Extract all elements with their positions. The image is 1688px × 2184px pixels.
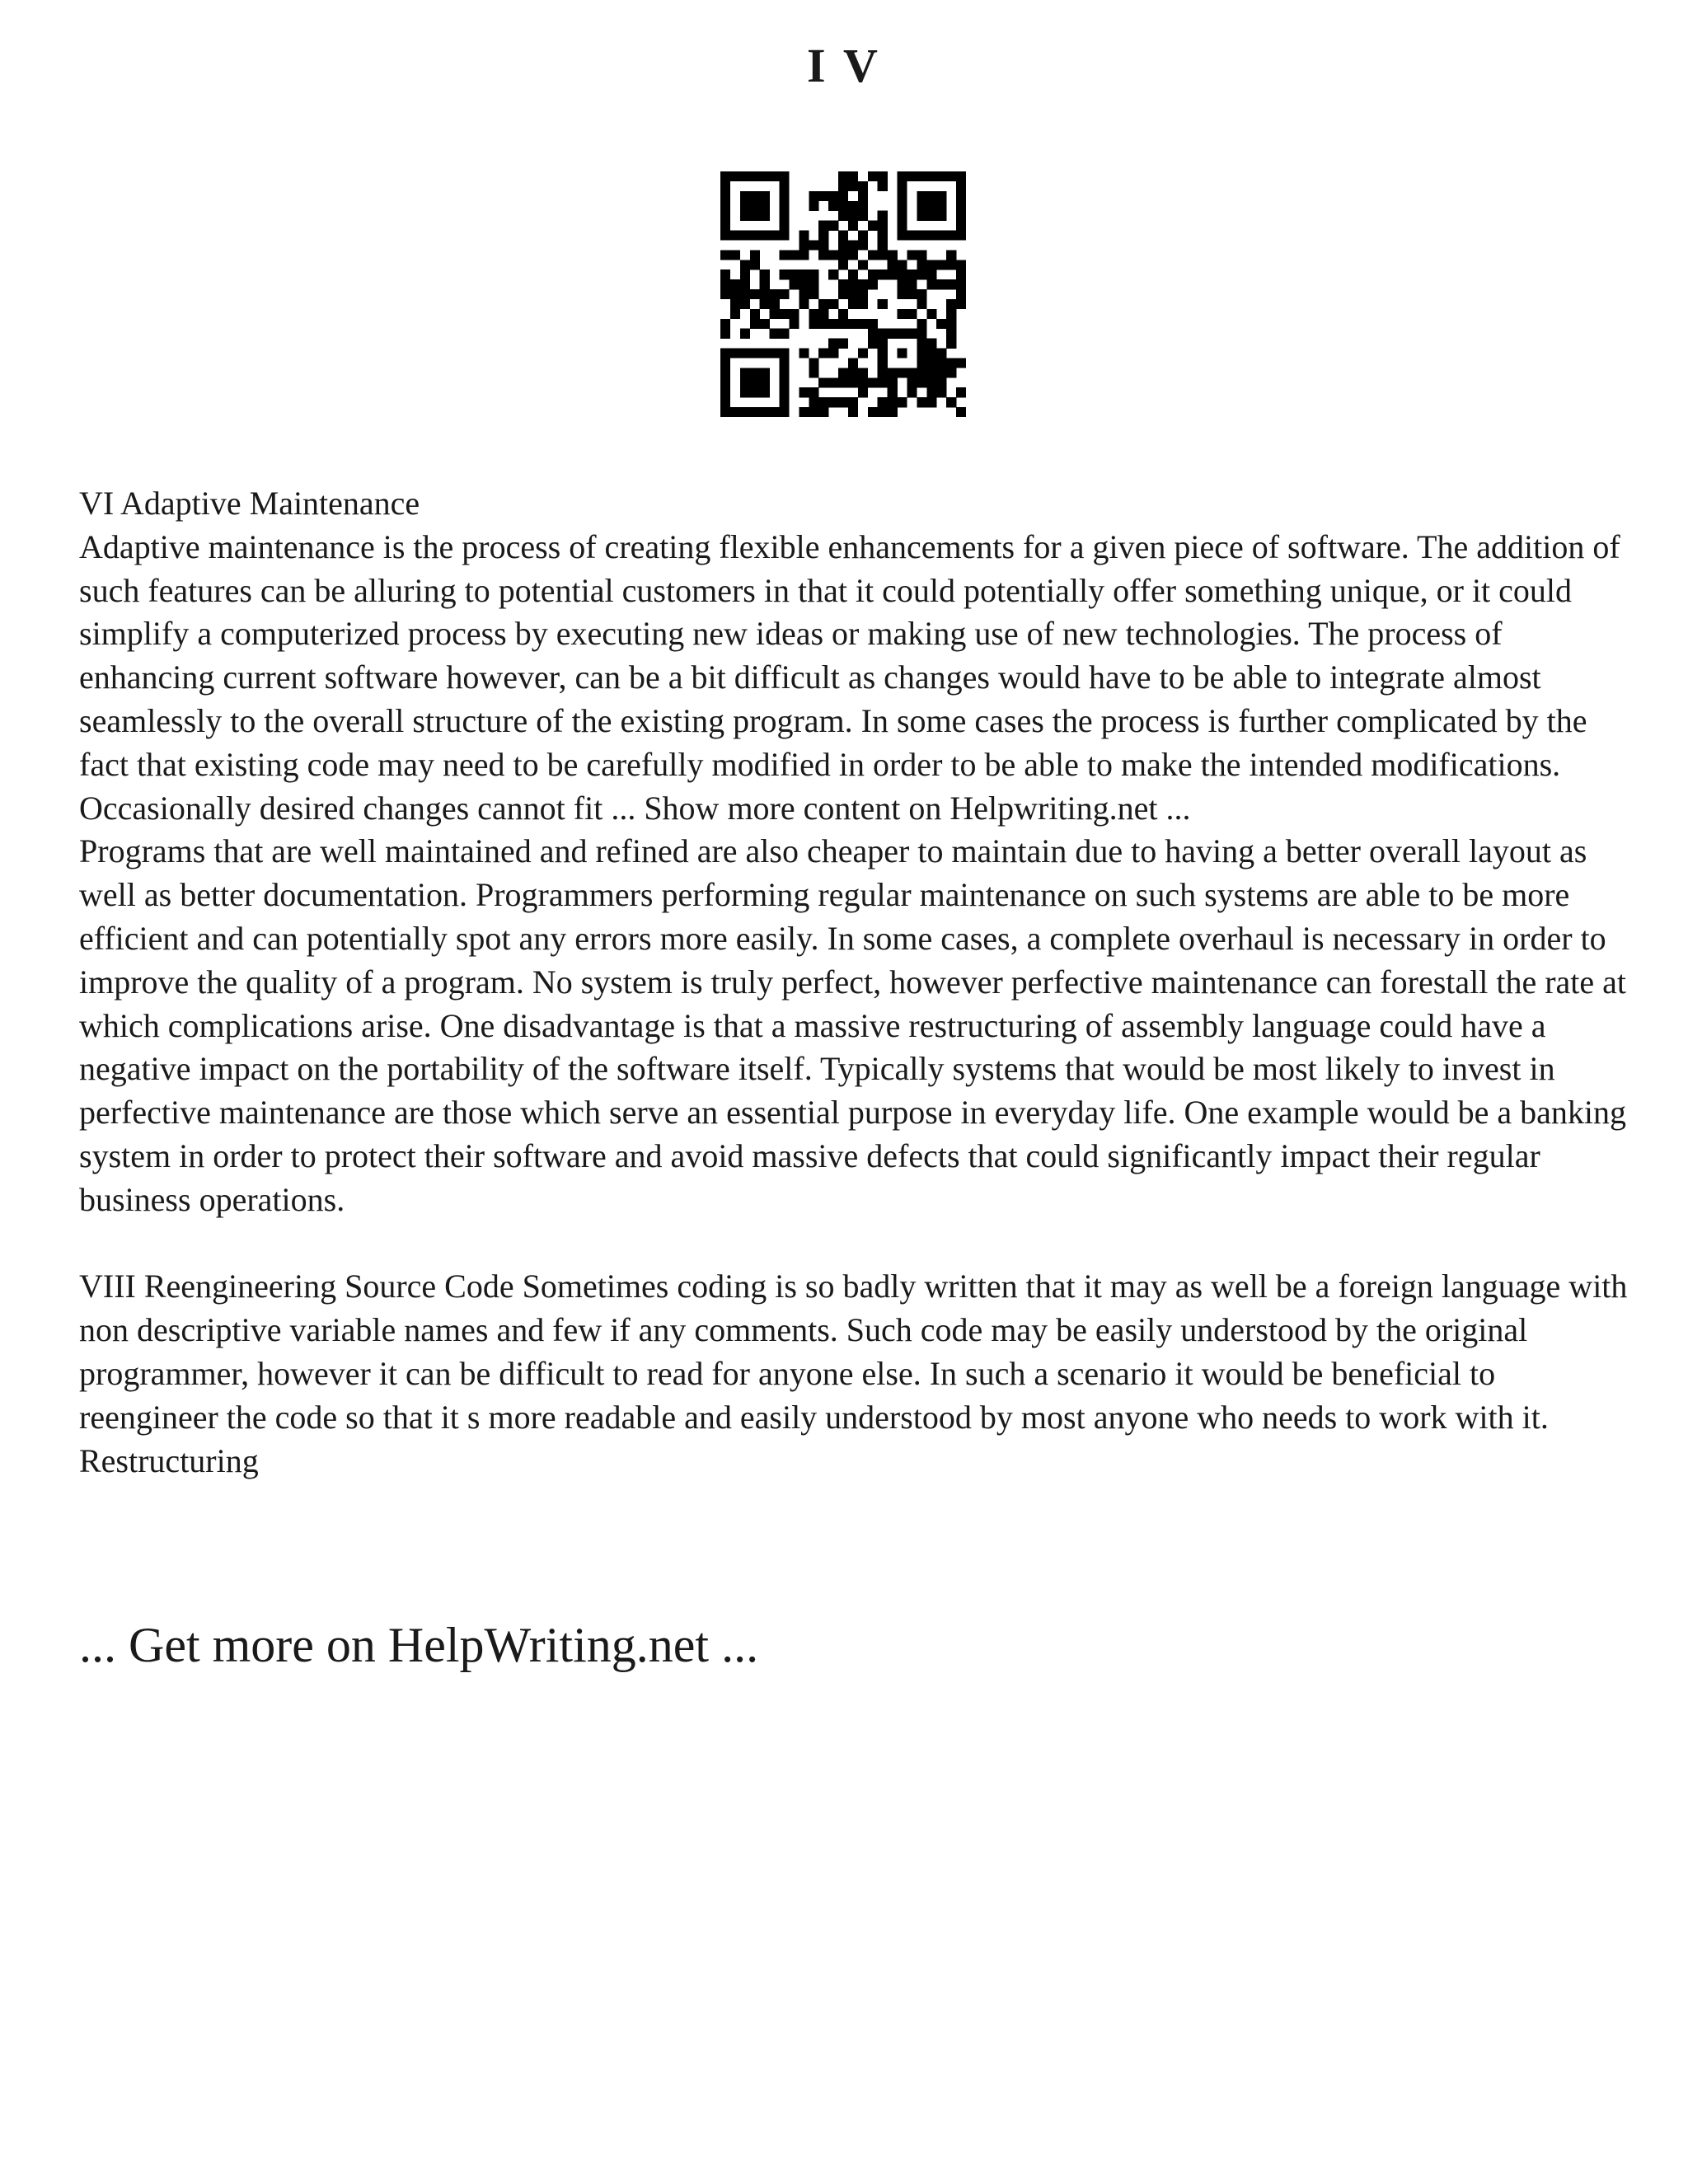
paragraph-adaptive: Adaptive maintenance is the process of creating flexible enhancements for a given piece of software. The addition of such features can be alluring to potential customers in that it could potentially offer something unique, or it could simplify a computerized process by executing new ideas or making use of new technologies. The process of enhancing current software however, can be a bit difficult as changes would have to be able to integrate almost seamlessly to the overall structure of the existing program. In some cases the process is further complicated by the fact that existing code may need to be carefully modified in order to be able to make the intended modifications. [79,527,1620,783]
paragraph-perfective: Programs that are well maintained and refined are also cheaper to maintain due to having a better overall layout as well as better documentation. Programmers performing regular maintenance on such systems are able to be more efficient and can potentially spot any errors more easily. In some cases, a complete overhaul is necessary in order to improve the quality of a program. No system is truly perfect, however perfective maintenance can forestall the rate at which complications arise. One disadvantage is that a massive restructuring of assembly language could have a negative impact on the portability of the software itself. Typically systems that would be most likely to invest in perfective maintenance are those which serve an essential purpose in everyday life. One example would be a banking system in order to protect their software and avoid massive defects that could significantly impact their regular business operations. [79,832,1627,1218]
paragraph-gap [79,1222,1629,1266]
page-title: I V [807,39,881,92]
get-more-link[interactable]: ... Get more on HelpWriting.net ... [79,1618,759,1672]
show-more-link[interactable]: Occasionally desired changes cannot fit ... Show more content on Helpwriting.net ... [79,789,1191,827]
article-body [79,482,1629,1483]
paragraph-reengineering: VIII Reengineering Source Code Sometimes coding is so badly written that it may as well be a foreign language with non descriptive variable names and few if any comments. Such code may be easily understood by the original programmer, however it can be difficult to read for anyone else. In such a scenario it would be beneficial to reengineer the code so that it s more readable and easily understood by most anyone who needs to work with it. Restructuring [79,1268,1628,1479]
qr-code-icon[interactable] [720,171,966,417]
section-heading-adaptive: VI Adaptive Maintenance [79,485,420,522]
